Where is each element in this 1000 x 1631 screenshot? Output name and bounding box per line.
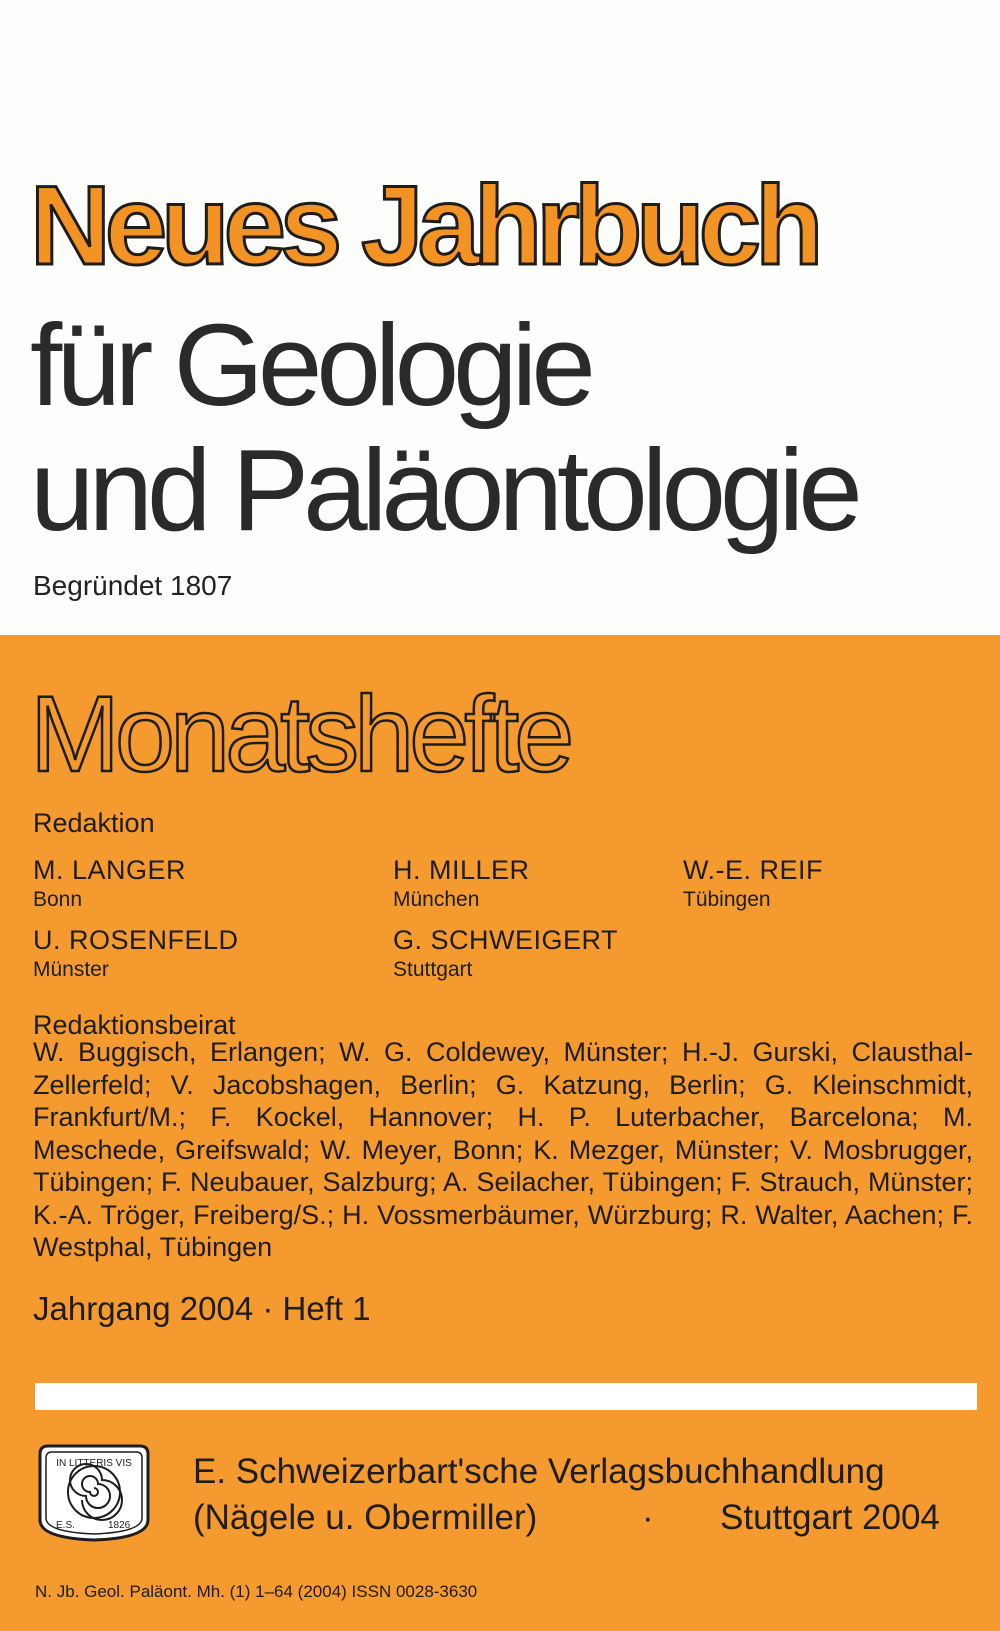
publisher-owners: (Nägele u. Obermiller) [193, 1498, 538, 1537]
journal-title-line3: und Paläontologie [30, 425, 857, 555]
editor-city: Stuttgart [393, 958, 473, 981]
cover-top-section [0, 0, 1000, 635]
editor-city: Tübingen [683, 888, 771, 911]
journal-title-line2: für Geologie [30, 300, 590, 430]
editor-name: M. LANGER [33, 855, 187, 885]
editor-name: G. SCHWEIGERT [393, 925, 619, 955]
advisory-board-list: W. Buggisch, Erlangen; W. G. Coldewey, Münster; H.-J. Gurski, Clausthal-Zellerfeld; V. Jacobshagen, Berlin; G. Katzung, Berlin; G. Kleinschmidt, Frankfurt/M.; F. Kockel, Hannover; H. P. Luterbacher, Barcelona; M. Meschede, Greifswald; W. Meyer, Bonn; K. Mezger, Münster; V. Mosbrugger, Tübingen; F. Neubauer, Salzburg; A. Seilacher, Tübingen; F. Strauch, Münster; K.-A. Tröger, Freiberg/S.; H. Vossmerbäumer, Würzburg; R. Walter, Aachen; F. Westphal, Tübingen [33, 1037, 973, 1262]
seal-initials: E.S. [56, 1520, 75, 1531]
publisher-seal-icon [30, 1440, 158, 1544]
editor-name: U. ROSENFELD [33, 925, 239, 955]
citation-line: N. Jb. Geol. Paläont. Mh. (1) 1–64 (2004) ISSN 0028-3630 [35, 1582, 478, 1601]
advisory-label: Redaktionsbeirat [33, 1010, 236, 1040]
publisher-location: Stuttgart 2004 [720, 1498, 940, 1537]
divider-bar [35, 1383, 977, 1410]
editor-city: Bonn [33, 888, 83, 911]
editor-city: Münster [33, 958, 109, 981]
seal-motto: IN LITTERIS VIS [56, 1458, 132, 1469]
series-title: Monatshefte [30, 673, 570, 794]
publisher-separator: · [642, 1498, 654, 1537]
founded-note: Begründet 1807 [33, 570, 233, 601]
editor-city: München [393, 888, 480, 911]
editor-name: W.-E. REIF [683, 855, 823, 885]
editor-name: H. MILLER [393, 855, 530, 885]
issue-number: Jahrgang 2004 · Heft 1 [33, 1290, 371, 1327]
seal-year: 1826 [108, 1520, 131, 1531]
editorial-label: Redaktion [33, 808, 155, 838]
journal-title-line1: Neues Jahrbuch [30, 163, 818, 288]
publisher-name: E. Schweizerbart'sche Verlagsbuchhandlung [193, 1452, 885, 1491]
